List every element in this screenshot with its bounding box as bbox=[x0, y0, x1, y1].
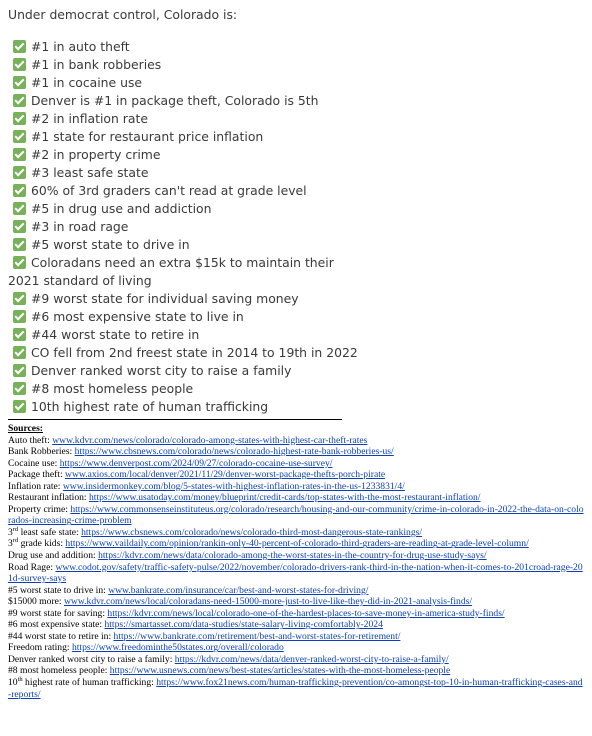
check-mark-icon bbox=[13, 166, 26, 179]
source-label: Auto theft: bbox=[8, 434, 53, 446]
source-label-number: 3 bbox=[8, 526, 13, 538]
source-label: Drug use and addition: bbox=[8, 550, 99, 562]
source-row bbox=[8, 619, 584, 631]
ordinal-suffix: rd bbox=[12, 525, 19, 533]
source-link[interactable]: www.codot.gov/safety/traffic-safety-pulse/2022/november/colorado-drivers-rank-third-in-the-nation-when-it-comes-to-201croad-rage-201d-survey-says bbox=[8, 561, 583, 585]
source-link[interactable]: https://www.usatoday.com/money/blueprint/credit-cards/top-states-with-the-most-restaurant-inflation/ bbox=[89, 492, 481, 504]
check-mark-icon bbox=[13, 148, 26, 161]
source-label-number: 3 bbox=[8, 538, 13, 550]
list-item bbox=[13, 164, 584, 182]
list-item bbox=[13, 344, 584, 362]
source-label: Road Rage: bbox=[8, 561, 56, 573]
source-row bbox=[8, 458, 584, 470]
list-item-text: #44 worst state to retire in bbox=[31, 327, 200, 342]
list-item bbox=[13, 236, 584, 254]
source-label: Denver ranked worst city to raise a family: bbox=[8, 653, 175, 665]
list-item bbox=[13, 200, 584, 218]
source-label: least safe state: bbox=[18, 526, 82, 538]
source-link[interactable]: https://kdvr.com/news/local/colorado-one-of-the-hardest-places-to-save-money-in-america-study-finds/ bbox=[107, 607, 505, 619]
source-label: Freedom rating: bbox=[8, 642, 72, 654]
check-mark-icon bbox=[13, 346, 26, 359]
source-label: Cocaine use: bbox=[8, 457, 60, 469]
list-item bbox=[13, 308, 584, 326]
source-link[interactable]: https://www.commonsenseinstituteus.org/colorado/research/housing-and-our-community/crime-in-colorado-in-2022-the-data-on-colorados-increasing-crime-problem bbox=[8, 503, 584, 527]
list-item-text: #6 most expensive state to live in bbox=[31, 309, 244, 324]
list-item bbox=[13, 56, 584, 74]
check-mark-icon bbox=[13, 202, 26, 215]
check-mark-icon bbox=[13, 238, 26, 251]
ordinal-suffix: rd bbox=[12, 537, 19, 545]
list-item bbox=[13, 290, 584, 308]
source-link[interactable]: www.insidermonkey.com/blog/5-states-with-highest-inflation-rates-in-the-us-1233831/4/ bbox=[62, 480, 405, 492]
source-row bbox=[8, 492, 584, 504]
check-mark-icon bbox=[13, 130, 26, 143]
sources-title: Sources: bbox=[8, 423, 43, 434]
list-item bbox=[13, 146, 584, 164]
source-link[interactable]: https://www.cbsnews.com/colorado/news/colorado-third-most-dangerous-state-rankings/ bbox=[81, 526, 423, 538]
check-mark-icon bbox=[13, 400, 26, 413]
source-row bbox=[8, 550, 584, 562]
list-item-text: #9 worst state for individual saving money bbox=[31, 291, 299, 306]
list-item-text: Coloradans need an extra $15k to maintain their bbox=[31, 255, 334, 270]
list-item bbox=[13, 398, 584, 416]
list-item-text-continued: 2021 standard of living bbox=[8, 273, 152, 288]
list-item bbox=[13, 128, 584, 146]
source-label: #44 worst state to retire in: bbox=[8, 630, 114, 642]
check-mark-icon bbox=[13, 220, 26, 233]
source-label: Inflation rate: bbox=[8, 480, 63, 492]
page-heading: Under democrat control, Colorado is: bbox=[8, 7, 238, 22]
list-item-text: #5 in drug use and addiction bbox=[31, 201, 212, 216]
source-label: highest rate of human trafficking: bbox=[22, 677, 157, 689]
source-link[interactable]: www.bankrate.com/insurance/car/best-and-worst-states-for-driving/ bbox=[108, 584, 369, 596]
source-label: Bank Robberies: bbox=[8, 446, 75, 458]
list-item-text: #2 in inflation rate bbox=[31, 111, 148, 126]
claims-list bbox=[8, 38, 584, 254]
source-label: grade kids: bbox=[18, 538, 66, 550]
source-link[interactable]: www.kdvr.com/news/local/coloradans-need-15000-more-just-to-live-like-they-did-in-2021-analysis-finds/ bbox=[63, 596, 473, 608]
list-item-text: #2 in property crime bbox=[31, 147, 161, 162]
source-link[interactable]: https://kdvr.com/news/data/colorado-among-the-worst-states-in-the-country-for-drug-use-study-says/ bbox=[98, 550, 487, 562]
source-link[interactable]: https://smartasset.com/data-studies/state-salary-living-comfortably-2024 bbox=[104, 619, 383, 631]
check-mark-icon bbox=[13, 58, 26, 71]
ordinal-suffix: th bbox=[17, 675, 23, 683]
source-row bbox=[8, 527, 584, 539]
source-row bbox=[8, 677, 584, 700]
list-item-text: #1 state for restaurant price inflation bbox=[31, 129, 264, 144]
source-link[interactable]: https://www.vaildaily.com/opinion/rankin-only-40-percent-of-colorado-third-graders-are-reading-at-grade-level-column/ bbox=[65, 538, 529, 550]
source-label: Property crime: bbox=[8, 503, 71, 515]
source-row bbox=[8, 596, 584, 608]
check-mark-icon bbox=[13, 382, 26, 395]
source-label: #6 most expensive state: bbox=[8, 619, 105, 631]
source-link[interactable]: www.axios.com/local/denver/2021/11/29/denver-worst-package-thefts-porch-pirate bbox=[65, 469, 386, 481]
source-row bbox=[8, 504, 584, 527]
check-mark-icon bbox=[13, 292, 26, 305]
source-row bbox=[8, 562, 584, 585]
source-row bbox=[8, 585, 584, 597]
list-item bbox=[13, 218, 584, 236]
list-item bbox=[13, 110, 584, 128]
list-item-text: Denver is #1 in package theft, Colorado is 5th bbox=[31, 93, 319, 108]
list-item bbox=[13, 74, 584, 92]
claims-section bbox=[8, 6, 584, 416]
source-link[interactable]: https://www.cbsnews.com/colorado/news/colorado-highest-rate-bank-robberies-us/ bbox=[74, 446, 394, 458]
source-label: #9 worst state for saving: bbox=[8, 607, 108, 619]
source-link[interactable]: www.kdvr.com/news/colorado/colorado-among-states-with-highest-car-theft-rates bbox=[52, 434, 368, 446]
source-label-number: 10 bbox=[8, 677, 18, 689]
list-item-text: Denver ranked worst city to raise a family bbox=[31, 363, 292, 378]
check-mark-icon bbox=[13, 184, 26, 197]
list-item bbox=[13, 326, 584, 344]
check-mark-icon bbox=[13, 364, 26, 377]
check-mark-icon bbox=[13, 328, 26, 341]
check-mark-icon bbox=[13, 40, 26, 53]
source-link[interactable]: https://kdvr.com/news/data/denver-ranked-worst-city-to-raise-a-family/ bbox=[174, 653, 449, 665]
source-row bbox=[8, 481, 584, 493]
list-item bbox=[13, 380, 584, 398]
source-link[interactable]: https://www.fox21news.com/human-trafficking-prevention/co-amongst-top-10-in-human-trafficking-cases-and-reports/ bbox=[8, 677, 583, 700]
list-item-text: 60% of 3rd graders can't read at grade level bbox=[31, 183, 307, 198]
sources-section bbox=[8, 423, 584, 700]
check-mark-icon bbox=[13, 310, 26, 323]
source-link[interactable]: https://www.bankrate.com/retirement/best-and-worst-states-for-retirement/ bbox=[113, 630, 401, 642]
source-row bbox=[8, 654, 584, 666]
source-row bbox=[8, 642, 584, 654]
source-row bbox=[8, 608, 584, 620]
source-label: Package theft: bbox=[8, 469, 66, 481]
source-row bbox=[8, 538, 584, 550]
source-label: $15000 more: bbox=[8, 596, 64, 608]
source-row bbox=[8, 665, 584, 677]
list-item-text: #1 in cocaine use bbox=[31, 75, 143, 90]
list-item bbox=[13, 38, 584, 56]
list-item-text: #1 in bank robberies bbox=[31, 57, 162, 72]
sources-list bbox=[8, 435, 584, 701]
source-label: #5 worst state to drive in: bbox=[8, 584, 109, 596]
check-mark-icon bbox=[13, 112, 26, 125]
check-mark-icon bbox=[13, 76, 26, 89]
list-item-text: #5 worst state to drive in bbox=[31, 237, 190, 252]
source-row bbox=[8, 446, 584, 458]
source-row bbox=[8, 469, 584, 481]
list-item bbox=[13, 92, 584, 110]
list-item-text: 10th highest rate of human trafficking bbox=[31, 399, 269, 414]
list-item-text: #8 most homeless people bbox=[31, 381, 194, 396]
source-label: #8 most homeless people: bbox=[8, 665, 110, 677]
list-item bbox=[8, 254, 584, 290]
claims-list-continued bbox=[8, 290, 584, 416]
list-item bbox=[13, 182, 584, 200]
list-item-text: #1 in auto theft bbox=[31, 39, 130, 54]
source-link[interactable]: https://www.freedominthe50states.org/overall/colorado bbox=[71, 642, 284, 654]
list-item-text: #3 least safe state bbox=[31, 165, 149, 180]
source-row bbox=[8, 435, 584, 447]
divider bbox=[8, 419, 342, 420]
list-item-text: CO fell from 2nd freest state in 2014 to 19th in 2022 bbox=[31, 345, 358, 360]
list-item bbox=[13, 362, 584, 380]
check-mark-icon bbox=[13, 94, 26, 107]
source-link[interactable]: https://www.denverpost.com/2024/09/27/colorado-cocaine-use-survey/ bbox=[59, 457, 333, 469]
source-link[interactable]: https://www.usnews.com/news/best-states/articles/states-with-the-most-homeless-people bbox=[109, 665, 451, 677]
list-item-text: #3 in road rage bbox=[31, 219, 129, 234]
check-mark-icon bbox=[13, 256, 26, 269]
source-row bbox=[8, 631, 584, 643]
source-label: Restaurant inflation: bbox=[8, 492, 89, 504]
